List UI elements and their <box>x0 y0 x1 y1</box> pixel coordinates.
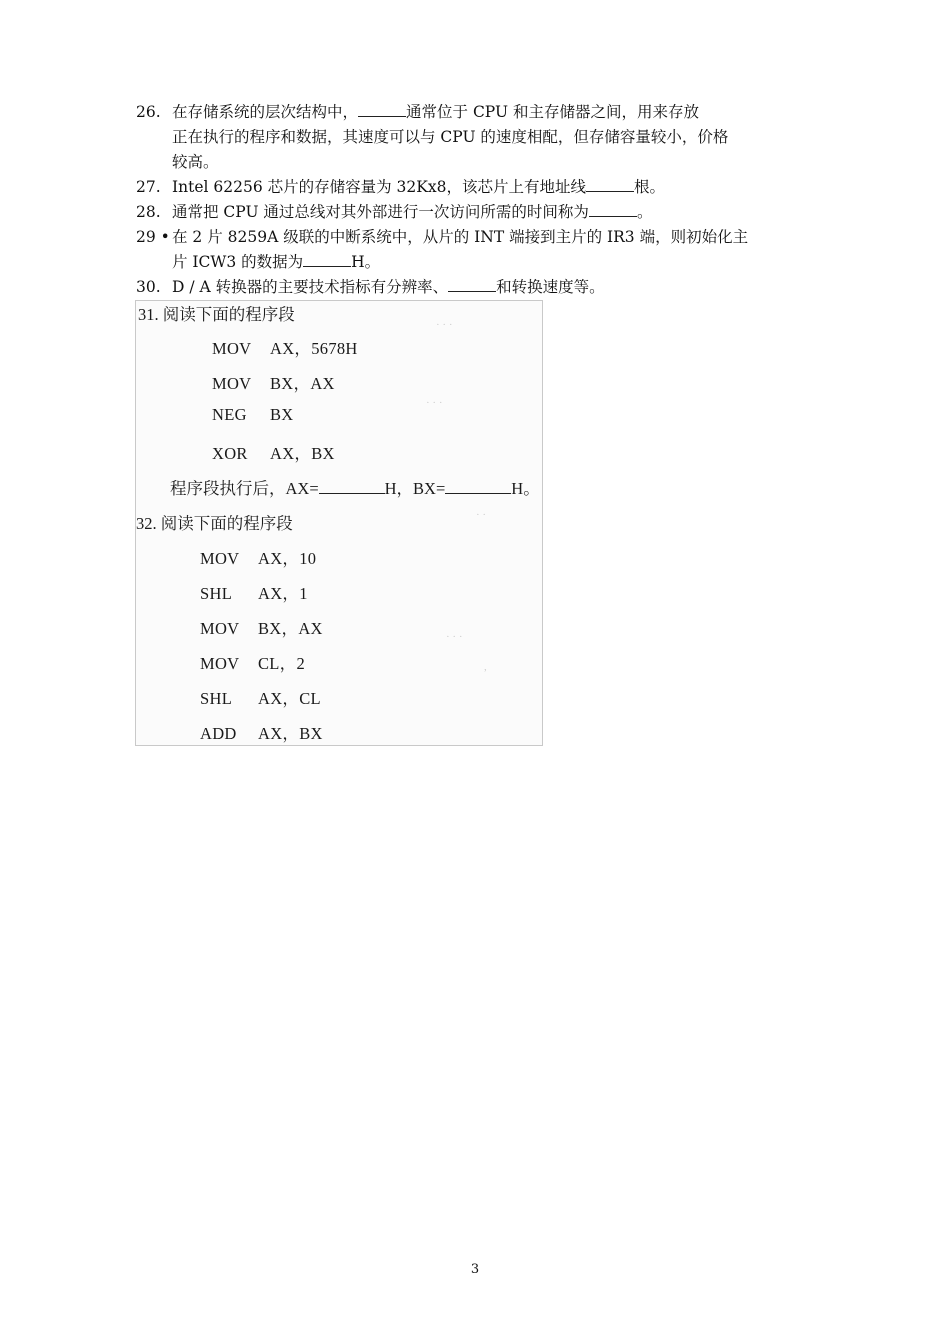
code-line <box>200 615 323 639</box>
code-args: AX，10 <box>258 549 317 568</box>
code-args: AX，CL <box>258 689 321 708</box>
question-text: 在存储系统的层次结构中， <box>172 103 359 121</box>
scan-bleed-mark: · · · <box>426 397 443 409</box>
code-op: SHL <box>200 689 233 708</box>
question-29-line-2 <box>172 250 380 275</box>
code-op: ADD <box>200 724 237 743</box>
code-args: AX，1 <box>258 584 308 603</box>
answer-blank <box>319 479 385 494</box>
question-27 <box>136 175 665 200</box>
question-26-line-3: 较高。 <box>172 153 219 171</box>
code-op: MOV <box>212 339 252 358</box>
result-text: 程序段执行后，AX= <box>170 479 319 498</box>
question-26-line-2: 正在执行的程序和数据，其速度可以与 CPU 的速度相配，但存储容量较小，价格 <box>172 128 729 146</box>
code-args: BX <box>270 405 294 424</box>
question-30 <box>136 275 605 300</box>
code-op: MOV <box>212 374 252 393</box>
result-text: H。 <box>511 479 540 498</box>
code-line <box>212 335 358 359</box>
question-number: 30. <box>136 278 161 296</box>
question-text: 通常把 CPU 通过总线对其外部进行一次访问所需的时间称为 <box>172 203 589 221</box>
code-args: AX，BX <box>270 444 335 463</box>
question-text: 根。 <box>633 178 665 196</box>
code-op: NEG <box>212 405 247 424</box>
scan-bleed-mark: · · <box>476 509 487 521</box>
question-text: 。 <box>636 203 653 221</box>
code-op: SHL <box>200 584 233 603</box>
code-args: BX，AX <box>258 619 323 638</box>
question-32-title: 32. 阅读下面的程序段 <box>136 514 293 533</box>
question-text: 片 ICW3 的数据为 <box>172 253 304 271</box>
code-args: CL，2 <box>258 654 306 673</box>
question-29 <box>136 225 748 250</box>
question-31-result <box>170 475 540 499</box>
code-line <box>212 370 335 394</box>
question-text: 通常位于 CPU 和主存储器之间，用来存放 <box>406 103 699 121</box>
answer-blank <box>589 202 637 217</box>
result-text: H，BX= <box>384 479 446 498</box>
code-line <box>200 545 316 569</box>
question-26 <box>136 100 699 125</box>
answer-blank <box>448 277 496 292</box>
answer-blank <box>358 102 406 117</box>
code-args: AX，5678H <box>270 339 358 358</box>
scanned-program-image <box>135 300 543 746</box>
question-number: 26. <box>136 103 161 121</box>
question-text: 和转换速度等。 <box>496 278 605 296</box>
question-28 <box>136 200 652 225</box>
scan-bleed-mark: , <box>484 661 487 673</box>
code-op: MOV <box>200 654 240 673</box>
question-text: H。 <box>351 253 381 271</box>
page-number: 3 <box>470 1262 480 1277</box>
question-number: 27. <box>136 178 161 196</box>
question-text: D / A 转换器的主要技术指标有分辨率、 <box>172 278 449 296</box>
code-op: XOR <box>212 444 248 463</box>
code-args: AX，BX <box>258 724 323 743</box>
answer-blank <box>303 252 351 267</box>
answer-blank <box>586 177 634 192</box>
question-number: 28. <box>136 203 161 221</box>
code-op: MOV <box>200 549 240 568</box>
code-line <box>200 720 323 744</box>
question-31-title: 31. 阅读下面的程序段 <box>138 305 295 324</box>
code-line <box>212 440 335 464</box>
code-line <box>200 580 308 604</box>
code-line <box>200 650 305 674</box>
question-number: 29 • <box>136 228 170 246</box>
code-op: MOV <box>200 619 240 638</box>
code-line <box>200 685 321 709</box>
question-text: 在 2 片 8259A 级联的中断系统中，从片的 INT 端接到主片的 IR3 端，则初始化主 <box>172 228 749 246</box>
code-args: BX，AX <box>270 374 335 393</box>
scan-bleed-mark: · · · <box>436 319 453 331</box>
question-text: Intel 62256 芯片的存储容量为 32Kx8，该芯片上有地址线 <box>172 178 586 196</box>
scan-bleed-mark: · · · <box>446 631 463 643</box>
answer-blank <box>445 479 511 494</box>
code-line <box>212 405 294 425</box>
